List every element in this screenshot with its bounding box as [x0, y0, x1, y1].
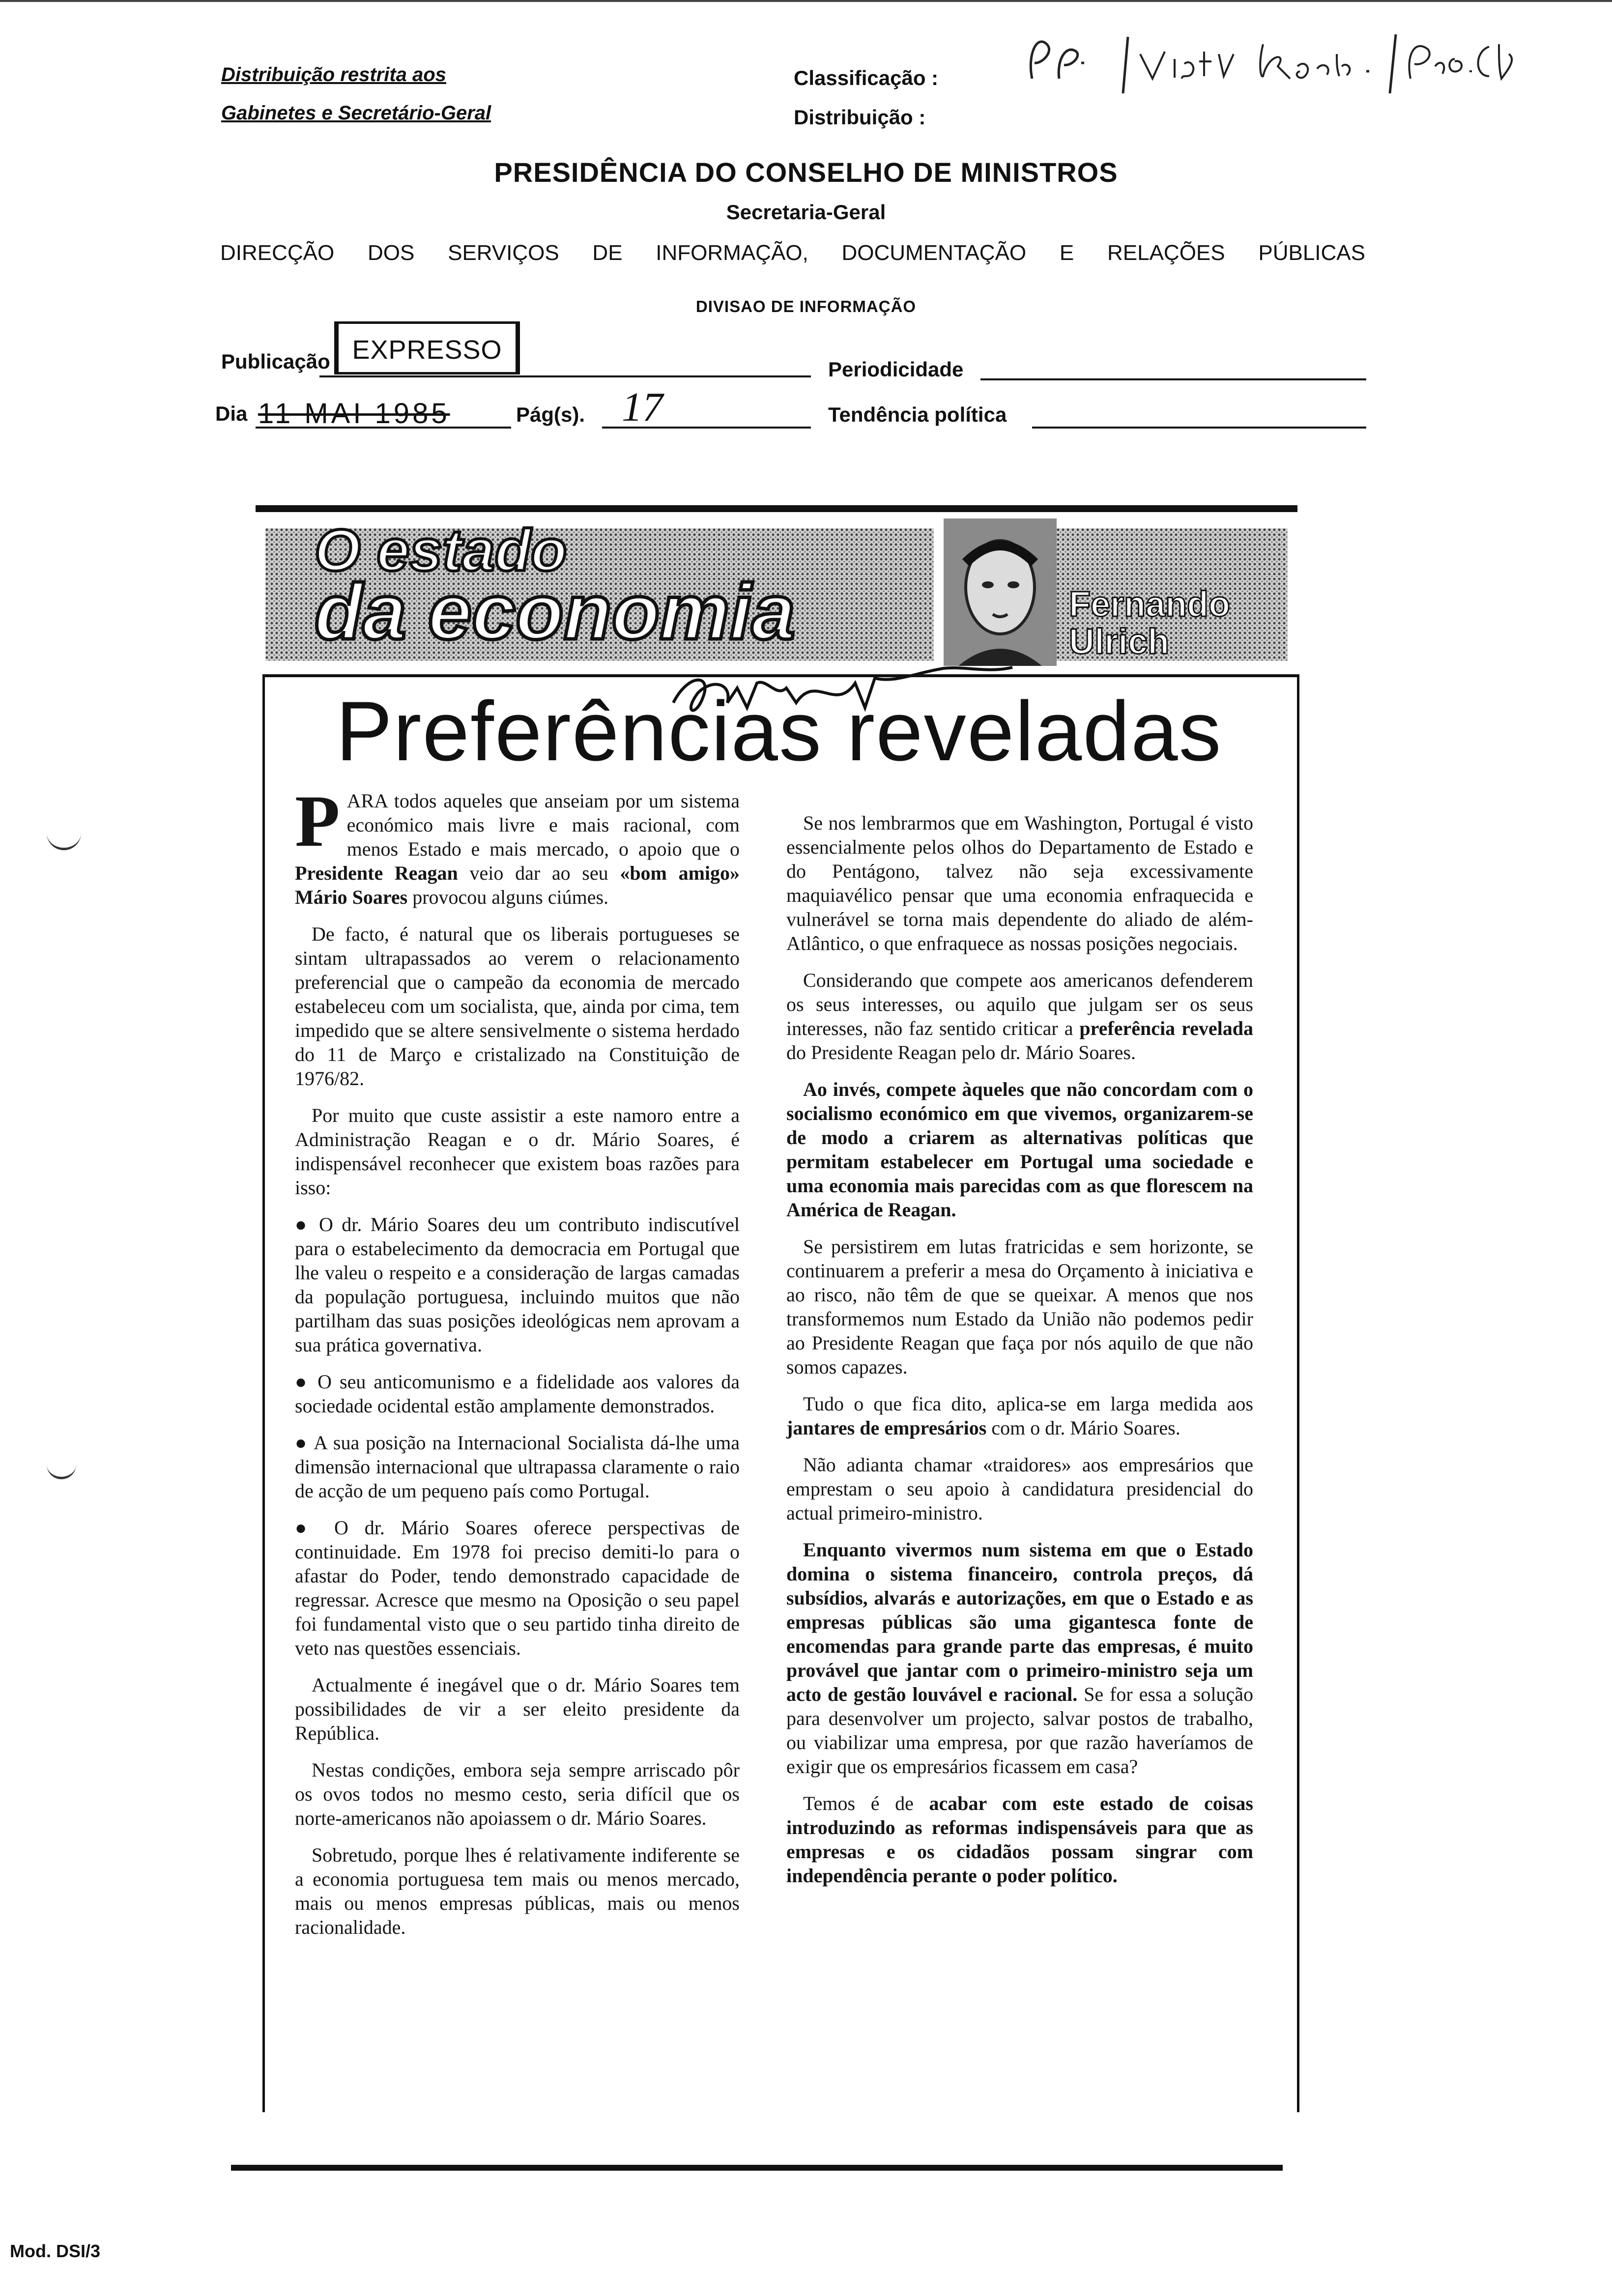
classification-label: Classificação :: [794, 66, 939, 89]
author-first-name: Fernando: [1069, 585, 1231, 624]
pages-underline: [602, 427, 811, 429]
col1-bullet-3: ● A sua posição na Internacional Socialista dá-lhe uma dimensão internacional que ultrapassa claramente o raio de acção de um pequeno país como Portugal.: [295, 1432, 740, 1502]
col1-bullet-4: ● O dr. Mário Soares oferece perspectivas de continuidade. Em 1978 foi preciso demiti-lo para o afastar do Poder, tendo demonstrado capacidade de regressar. Acresce que mesmo na Oposição o seu papel foi fundamental visto que o seu partido tinha direito de veto nas questões essenciais.: [295, 1517, 740, 1659]
section-title-line-2: da economia: [315, 568, 796, 656]
form-code: Mod. DSI/3: [10, 2241, 101, 2261]
banner-top-rule: [256, 505, 1297, 512]
day-underline: [256, 427, 511, 429]
org-title: PRESIDÊNCIA DO CONSELHO DE MINISTROS: [494, 157, 1118, 188]
article-column-1: [295, 780, 740, 1952]
article-column-2: [786, 811, 1253, 1900]
col2-p8-bold: acabar com este estado de coisas introduzindo as reformas indispensáveis para que as empresas e os cidadãos possam singrar com independência perante o poder político.: [786, 1792, 1253, 1887]
margin-mark-2: [47, 1462, 76, 1479]
col1-p1-bold-soares: «bom amigo» Mário Soares: [295, 862, 740, 908]
distribution-label: Distribuição :: [794, 106, 926, 129]
col1-p1-bold-reagan: Presidente Reagan: [295, 862, 458, 884]
col1-paragraph-3: Por muito que custe assistir a este namoro entre a Administração Reagan e o dr. Mário Soares, é indispensável reconhecer que existem boas razões para isso:: [295, 1104, 740, 1199]
org-subtitle: Secretaria-Geral: [726, 201, 886, 224]
periodicity-underline: [980, 378, 1366, 380]
handwritten-annotation: [1022, 25, 1543, 98]
col2-paragraph-6: Não adianta chamar «traidores» aos empresários que emprestam o seu apoio à candidatura presidencial do actual primeiro-ministro.: [786, 1454, 1253, 1524]
article-headline: Preferências reveladas: [336, 684, 1222, 778]
publication-value: EXPRESSO: [352, 335, 502, 365]
col1-paragraph-6: Sobretudo, porque lhes é relativamente indiferente se a economia portuguesa tem mais ou menos mercado, mais ou menos empresas públicas, mais ou menos racionalidade.: [295, 1844, 740, 1938]
col1-bullet-2: ● O seu anticomunismo e a fidelidade aos valores da sociedade ocidental estão amplamente demonstrados.: [295, 1371, 740, 1417]
division-title: DIVISAO DE INFORMAÇÃO: [695, 297, 917, 316]
col1-p1-start: ARA todos aqueles que anseiam por um sistema económico mais livre e mais racional, com menos Estado e mais mercado, o apoio que o: [346, 790, 740, 860]
article-bottom-rule: [231, 2165, 1283, 2171]
col2-p8-start: Temos é de: [803, 1792, 929, 1814]
col2-p2-bold: preferência revelada: [1079, 1017, 1253, 1039]
col1-paragraph-4: Actualmente é inegável que o dr. Mário Soares tem possibilidades de vir a ser eleito presidente da República.: [295, 1674, 740, 1744]
col2-p7-end: Se for essa a solução para desenvolver um projecto, salvar postos de trabalho, ou viabilizar uma empresa, por que razão haveríamos de exigir que os empresários ficassem em casa?: [786, 1683, 1253, 1778]
day-value: 11 MAI 1985: [258, 398, 450, 430]
day-label: Dia: [215, 402, 248, 425]
publication-stamp-box: [334, 321, 520, 374]
col2-paragraph-1: Se nos lembrarmos que em Washington, Portugal é visto essencialmente pelos olhos do Departamento de Estado e do Pentágono, talvez não seja excessivamente maquiavélico pensar que uma economia enfraquecida e vulnerável se torna mais dependente do aliado de além-Atlântico, o que enfraquece as nossas posições negociais.: [786, 812, 1253, 954]
tendency-underline: [1032, 427, 1366, 429]
col2-p5-end: com o dr. Mário Soares.: [986, 1417, 1180, 1439]
col2-p7-bold: Enquanto vivermos num sistema em que o Estado domina o sistema financeiro, controla preços, dá subsídios, alvarás e autorizações, em que o Estado e as empresas públicas são uma gigantesca fonte de encomendas para grande parte das empresas, é muito provável que jantar com o primeiro-ministro seja um acto de gestão louvável e racional.: [786, 1539, 1253, 1705]
distribution-line-2: Gabinetes e Secretário-Geral: [221, 102, 491, 124]
col2-p2-end: do Presidente Reagan pelo dr. Mário Soares.: [786, 1041, 1136, 1063]
margin-mark-1: [47, 833, 81, 850]
col2-paragraph-3: Ao invés, compete àqueles que não concordam com o socialismo económico em que vivemos, organizarem-se de modo a criarem as alternativas políticas que permitam estabelecer em Portugal uma sociedade e uma economia mais parecidas com as que florescem na América de Reagan.: [786, 1078, 1253, 1221]
drop-cap: P: [295, 780, 340, 862]
col1-paragraph-5: Nestas condições, embora seja sempre arriscado pôr os ovos todos no mesmo cesto, seria difícil que os norte-americanos não apoiassem o dr. Mário Soares.: [295, 1759, 740, 1829]
col1-bullet-1: ● O dr. Mário Soares deu um contributo indiscutível para o estabelecimento da democracia em Portugal que lhe valeu o respeito e a consideração de largas camadas da população portuguesa, incluindo muitos que não partilham das suas posições ideológicas nem aprovam a sua prática governativa.: [295, 1213, 740, 1356]
col2-p5-bold: jantares de empresários: [786, 1417, 987, 1439]
col2-paragraph-4: Se persistirem em lutas fratricidas e sem horizonte, se continuarem a preferir a mesa do Orçamento à iniciativa e ao risco, não têm de que se queixar. A menos que nos transformemos num Estado da União não podemos pedir ao Presidente Reagan que faça por nós aquilo de que não somos capazes.: [786, 1235, 1253, 1378]
col1-p1-mid: veio dar ao seu: [458, 862, 620, 884]
pages-value: 17: [622, 384, 663, 430]
publication-underline: [319, 375, 811, 377]
directorate-title: DIRECÇÃO DOS SERVIÇOS DE INFORMAÇÃO, DOCUMENTAÇÃO E RELAÇÕES PÚBLICAS: [220, 241, 1365, 265]
col1-paragraph-2: De facto, é natural que os liberais portugueses se sintam ultrapassados ao verem o relacionamento preferencial que o campeão da economia de mercado estabeleceu com um socialista, que, ainda por cima, tem impedido que se altere sensivelmente o sistema herdado do 11 de Março e cristalizado na Constituição de 1976/82.: [295, 923, 740, 1090]
col1-p1-end: provocou alguns ciúmes.: [407, 886, 609, 908]
publication-label: Publicação: [221, 350, 330, 373]
tendency-label: Tendência política: [828, 403, 1007, 426]
top-edge-rule: [0, 0, 1612, 2]
author-last-name: Ulrich: [1069, 622, 1170, 661]
section-title-line-1: O estado: [315, 517, 567, 583]
col2-p5-start: Tudo o que fica dito, aplica-se em larga medida aos: [803, 1393, 1253, 1415]
pages-label: Pág(s).: [516, 403, 585, 426]
col2-p2-start: Considerando que compete aos americanos defenderem os seus interesses, ou aquilo que julgam ser os seus interesses, não faz sentido criticar a: [786, 969, 1253, 1039]
distribution-line-1: Distribuição restrita aos: [221, 64, 446, 86]
periodicity-label: Periodicidade: [828, 358, 964, 381]
